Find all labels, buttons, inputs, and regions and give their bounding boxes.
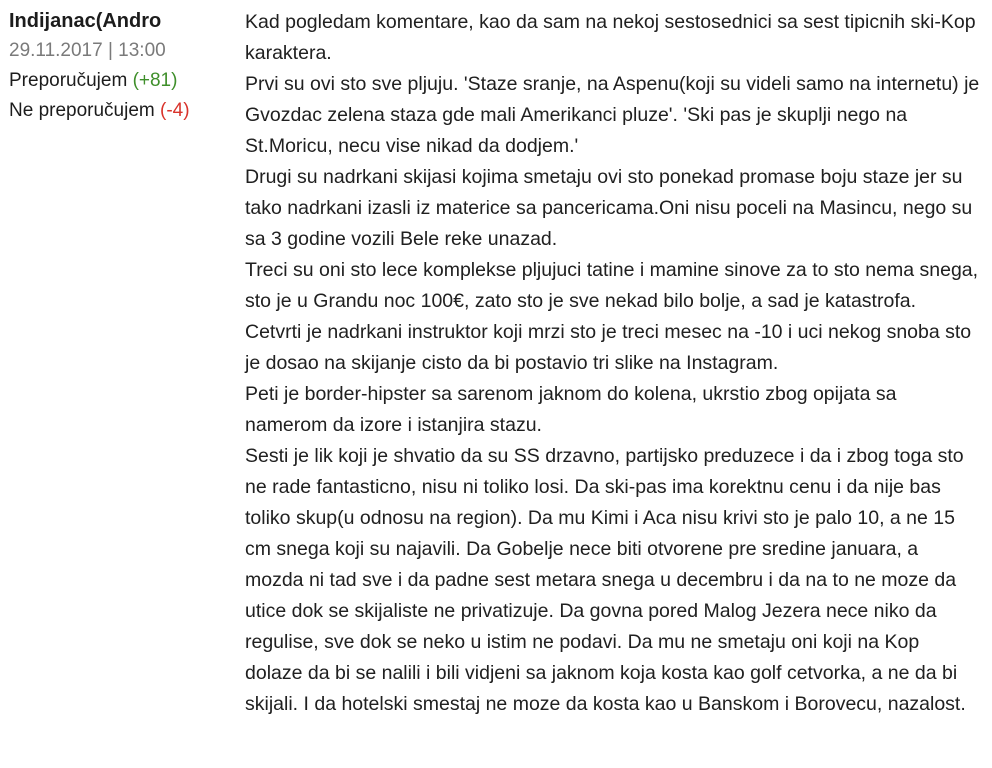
comment-body (245, 7, 980, 720)
not-recommend-count: (-4) (160, 100, 190, 121)
comment-paragraph: Prvi su ovi sto sve pljuju. 'Staze sranje, na Aspenu(koji su videli samo na internetu) je Gvozdac zelena staza gde mali Amerikanci pluze'. 'Ski pas je skuplji nego na St.Moricu, necu vise nikad da dodjem.' (245, 73, 980, 157)
comment-datetime: 29.11.2017 | 13:00 (9, 40, 166, 61)
comment-author[interactable]: Indijanac(Andro (9, 10, 162, 32)
comment-paragraph: Kad pogledam komentare, kao da sam na nekoj sestosednici sa sest tipicnih ski-Kop karaktera. (245, 11, 976, 64)
not-recommend-button[interactable] (9, 96, 229, 126)
recommend-count: (+81) (132, 70, 178, 91)
comment-paragraph: Treci su oni sto lece komplekse pljujuci tatine i mamine sinove za to sto nema snega, sto je u Grandu noc 100€, zato sto je sve nekad bilo bolje, a sad je katastrofa. (245, 259, 979, 312)
comment-meta (9, 6, 229, 126)
comment-paragraph: Cetvrti je nadrkani instruktor koji mrzi sto je treci mesec na -10 i uci nekog snoba sto je dosao na skijanje cisto da bi postavio tri slike na Instagram. (245, 321, 972, 374)
comment-paragraph: Peti je border-hipster sa sarenom jaknom do kolena, ukrstio zbog opijata sa namerom da izore i istanjira stazu. (245, 383, 897, 436)
recommend-label: Preporučujem (9, 70, 128, 91)
comment-paragraph: Sesti je lik koji je shvatio da su SS drzavno, partijsko preduzece i da i zbog toga sto ne rade fantasticno, nisu ni toliko losi. Da ski-pas ima korektnu cenu i da nije bas toliko skup(u odnosu na region). Da mu Kimi i Aca nisu krivi sto je palo 10, a ne 15 cm snega koji su najavili. Da Gobelje nece biti otvorene pre sredine januara, a mozda ni tad sve i da padne sest metara snega u decembru i da na to ne moze da utice dok se skijaliste ne privatizuje. Da govna pored Malog Jezera nece niko da regulise, sve dok se neko u istim ne podavi. Da mu ne smetaju oni koji na Kop dolaze da bi se nalili i bili vidjeni sa jaknom koja kosta kao golf cetvorka, a ne da bi skijali. I da hotelski smestaj ne moze da kosta kao u Banskom i Borovecu, nazalost. (245, 445, 966, 715)
comment-paragraph: Drugi su nadrkani skijasi kojima smetaju ovi sto ponekad promase boju staze jer su tako nadrkani izasli iz materice sa pancericama.Oni nisu poceli na Masincu, nego su sa 3 godine vozili Bele reke unazad. (245, 166, 973, 250)
not-recommend-label: Ne preporučujem (9, 100, 155, 121)
recommend-button[interactable] (9, 66, 229, 96)
